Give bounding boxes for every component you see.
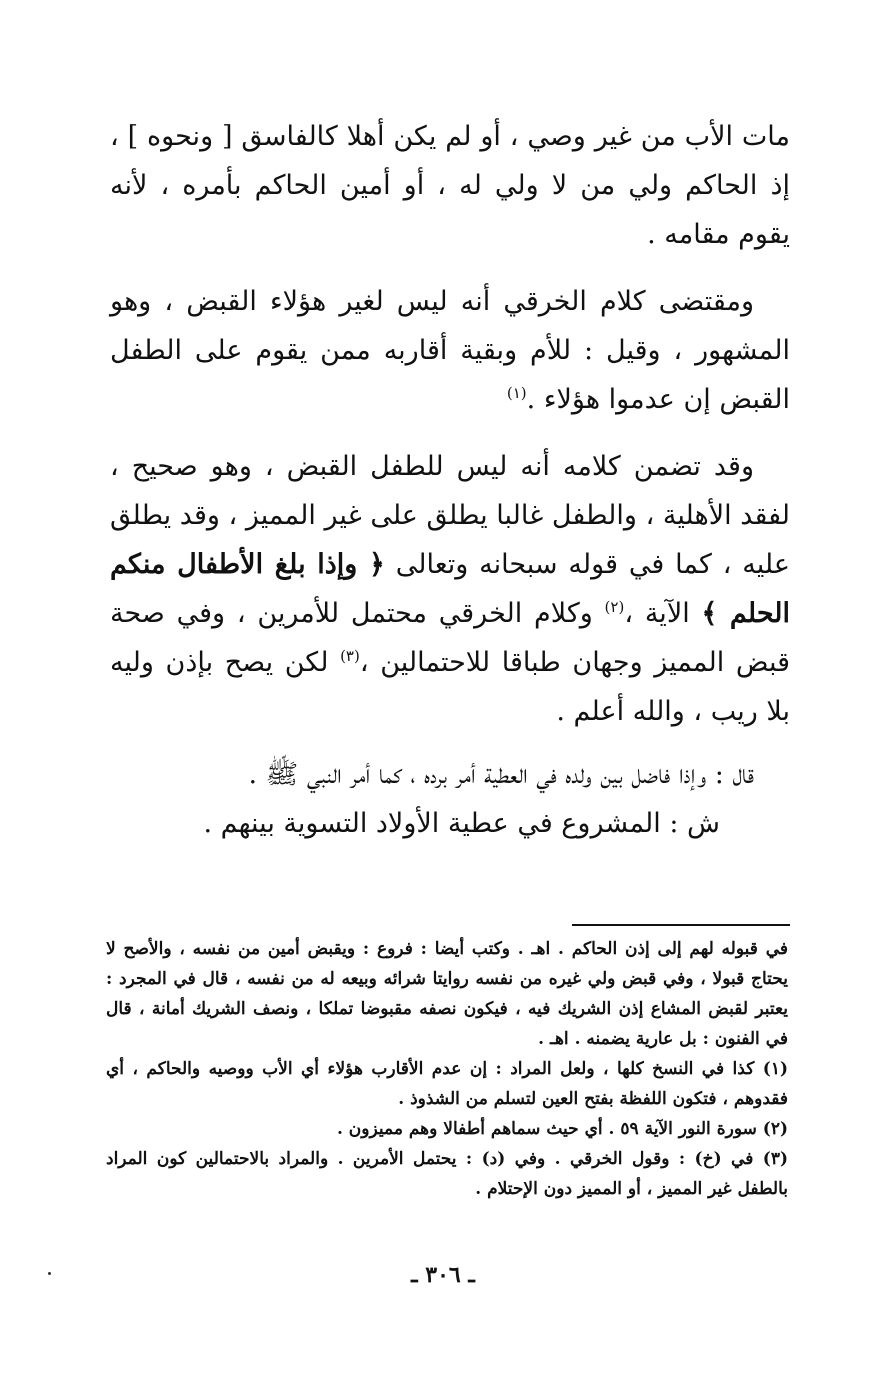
paragraph-2 bbox=[110, 277, 790, 424]
quran-verse: ﴿ وإذا بلغ الأطفال منكم الحلم ﴾ bbox=[110, 549, 791, 629]
paragraph-1: مات الأب من غير وصي ، أو لم يكن أهلا كالفاسق [ ونحوه ] ، إذ الحاكم ولي من لا ولي له ، أو أمين الحاكم بأمره ، لأنه يقوم مقامه . bbox=[110, 121, 790, 250]
paragraph-5: ش : المشروع في عطية الأولاد التسوية بينهم . bbox=[203, 808, 720, 839]
paragraph-3 bbox=[110, 442, 790, 736]
footnote-1: (١) كذا في النسخ كلها ، ولعل المراد : إن عدم الأقارب هؤلاء أي الأب ووصيه والحاكم ، أي فقدوهم ، فتكون اللفظة بفتح العين لتسلم من الشذوذ . bbox=[106, 1059, 788, 1109]
main-text bbox=[110, 112, 790, 848]
footnote-divider bbox=[572, 924, 790, 926]
paragraph-3-part-b: الآية ، bbox=[624, 598, 690, 629]
paragraph-3-part-a: وقد تضمن كلامه أنه ليس للطفل القبض ، وهو صحيح ، لفقد الأهلية ، والطفل غالبا يطلق على غير المميز ، وقد يطلق عليه ، كما في قوله سبحانه وتعالى bbox=[110, 451, 790, 580]
footnote-ref-1: (١) bbox=[506, 384, 527, 402]
page-number: ـ ٣٠٦ ـ bbox=[411, 1262, 475, 1288]
footnote-ref-3: (٣) bbox=[340, 647, 360, 665]
paragraph-3-part-d: لكن يصح بإذن وليه بلا ريب ، والله أعلم . bbox=[110, 647, 790, 727]
paragraph-3-part-c: وكلام الخرقي محتمل للأمرين ، وفي صحة قبض المميز وجهان طباقا للاحتمالين ، bbox=[110, 598, 790, 678]
footnote-3: (٣) في (خ) : وقول الخرقي . وفي (د) : يحتمل الأمرين . والمراد بالاحتمالين كون المراد بالطفل غير المميز ، أو المميز دون الإحتلام . bbox=[106, 1149, 788, 1199]
paragraph-4: قال : وإذا فاضل بين ولده في العطية أمر برده ، كما أمر النبي ﷺ . bbox=[248, 759, 754, 790]
footnotes bbox=[106, 934, 788, 1204]
footnote-2: (٢) سورة النور الآية ٥٩ . أي حيث سماهم أطفالا وهم مميزون . bbox=[336, 1119, 788, 1139]
footnote-intro: في قبوله لهم إلى إذن الحاكم . اهـ . وكتب أيضا : فروع : ويقبض أمين من نفسه ، والأصح لا يحتاج قبولا ، وفي قبض ولي غيره من نفسه روايتا شرائه وبيعه له من نفسه ، قال في المجرد : يعتبر لقبض المشاع إذن الشريك فيه ، فيكون نصفه مقبوضا تملكا ، ونصف الشريك أمانة ، قال في الفنون : بل عارية يضمنه . اهـ . bbox=[106, 939, 788, 1049]
footnote-ref-2: (٢) bbox=[604, 598, 625, 616]
scan-speck bbox=[48, 1272, 51, 1275]
paragraph-2-text: ومقتضى كلام الخرقي أنه ليس لغير هؤلاء القبض ، وهو المشهور ، وقيل : للأم وبقية أقاربه ممن يقوم على الطفل القبض إن عدموا هؤلاء . bbox=[110, 286, 790, 415]
